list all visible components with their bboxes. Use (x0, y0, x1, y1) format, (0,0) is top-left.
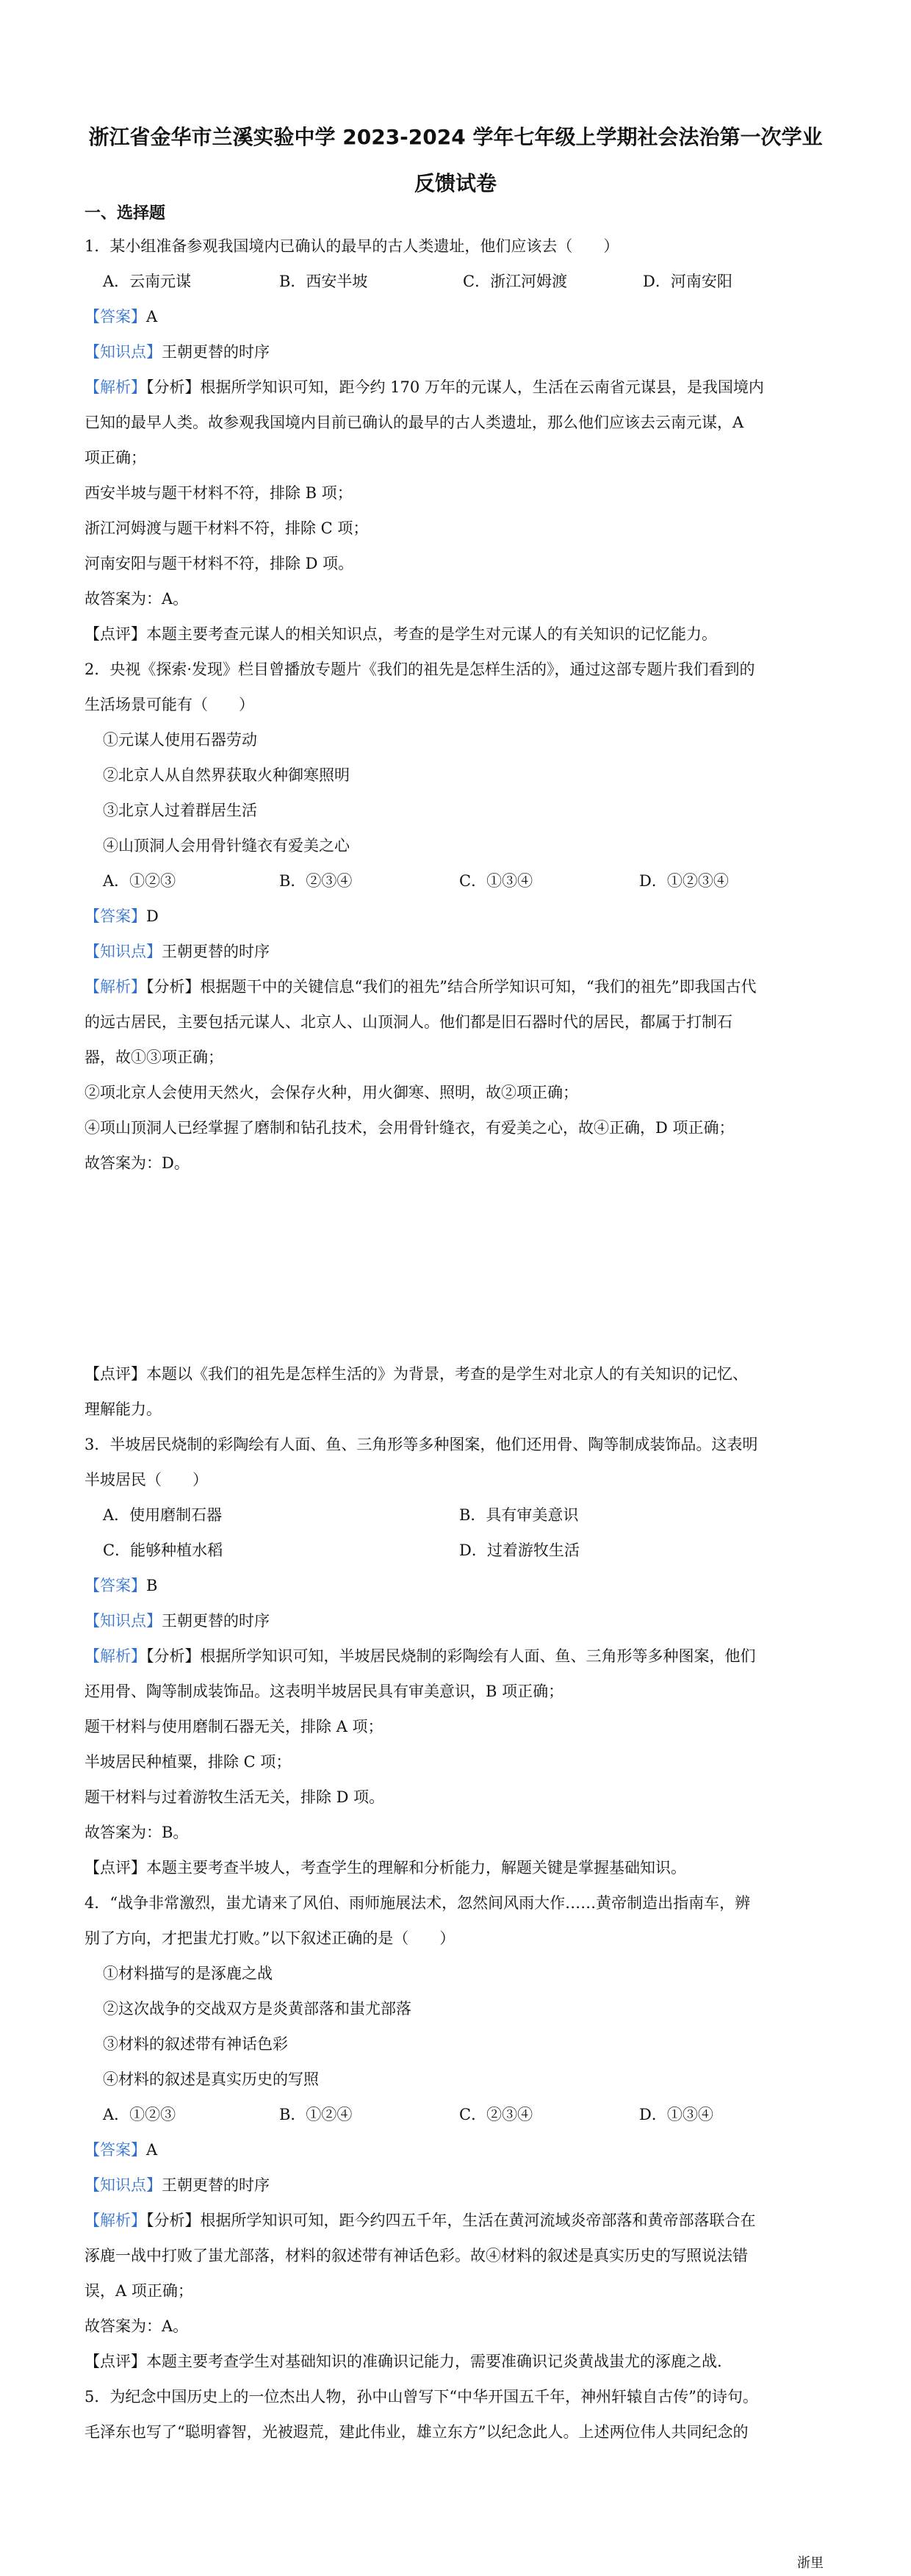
q4-item: ①材料描写的是涿鹿之战 (103, 1965, 273, 1982)
q3-analysis-line: 半坡居民种植粟，排除 C 项； (84, 1753, 292, 1771)
q2-analysis-line: 故答案为：D。 (84, 1154, 190, 1172)
q3-analysis-line (84, 1645, 827, 1667)
q3-analysis-line: 题干材料与使用磨制石器无关，排除 A 项； (84, 1718, 384, 1735)
q2-answer-value: D (146, 907, 159, 925)
q4-stem: 别了方向，才把蚩尤打败。”以下叙述正确的是（ ） (84, 1929, 455, 1947)
q2-analysis-line: 的远古居民，主要包括元谋人、北京人、山顶洞人。他们都是旧石器时代的居民，都属于打制石 (84, 1013, 732, 1031)
q3-options-row2 (103, 1539, 845, 1561)
q1-option-b: B．西安半坡 (279, 273, 368, 290)
q3-options-row1 (103, 1504, 845, 1526)
q4-options (103, 2104, 845, 2126)
doc-title-line2: 反馈试卷 (414, 171, 497, 195)
q1-knowledge-value: 王朝更替的时序 (162, 343, 270, 361)
q2-item: ②北京人从自然界获取火种御寒照明 (103, 766, 350, 784)
q1-option-d: D．河南安阳 (643, 273, 732, 290)
q4-item: ④材料的叙述是真实历史的写照 (103, 2070, 319, 2088)
q1-answer (84, 306, 827, 328)
q3-option-c: C．能够种植水稻 (103, 1541, 223, 1559)
q3-comment (84, 1857, 827, 1879)
q4-analysis-line: 涿鹿一战中打败了蚩尤部落，材料的叙述带有神话色彩。故④材料的叙述是真实历史的写照说法错 (84, 2247, 748, 2264)
analysis-tag: 【解析】 (84, 378, 146, 396)
q1-knowledge (84, 341, 827, 363)
q3-analysis-line: 题干材料与过着游牧生活无关，排除 D 项。 (84, 1788, 385, 1806)
q1-comment-text: 本题主要考查元谋人的相关知识点，考查的是学生对元谋人的有关知识的记忆能力。 (146, 625, 717, 643)
q2-item: ③北京人过着群居生活 (103, 802, 257, 819)
q1-analysis-line: 已知的最早人类。故参观我国境内目前已确认的最早的古人类遗址，那么他们应该去云南元谋，A (84, 414, 744, 431)
q4-answer-value: A (146, 2141, 158, 2159)
q3-stem: 3．半坡居民烧制的彩陶绘有人面、鱼、三角形等多种图案，他们还用骨、陶等制成装饰品。这表明 (84, 1436, 758, 1453)
q4-analysis-line: 误，A 项正确； (84, 2282, 193, 2300)
q4-option-b: B．①②④ (279, 2106, 353, 2123)
q1-analysis-line: 故答案为：A。 (84, 590, 189, 608)
analysis-tag: 【解析】 (84, 978, 146, 996)
q3-analysis-line: 故答案为：B。 (84, 1824, 189, 1841)
doc-title-line1: 浙江省金华市兰溪实验中学 2023-2024 学年七年级上学期社会法治第一次学业 (88, 125, 823, 149)
answer-tag: 【答案】 (84, 308, 146, 325)
q4-answer (84, 2139, 827, 2161)
q1-analysis-line: 项正确； (84, 449, 146, 467)
q1-comment (84, 623, 827, 645)
page-footer: 浙里 (797, 2555, 824, 2571)
q3-answer-value: B (146, 1577, 158, 1594)
q3-answer (84, 1575, 827, 1597)
q2-item: ④山顶洞人会用骨针缝衣有爱美之心 (103, 837, 350, 855)
comment-tag: 【点评】 (84, 1859, 146, 1877)
q1-options (103, 270, 845, 292)
q5-stem: 毛泽东也写了“聪明睿智，光被遐荒，建此伟业，雄立东方”以纪念此人。上述两位伟人共同纪念的 (84, 2423, 749, 2441)
q4-comment-text: 本题主要考查学生对基础知识的准确识记能力，需要准确识记炎黄战蚩尤的涿鹿之战. (146, 2353, 722, 2370)
q3-analysis-text: 【分析】根据所学知识可知，半坡居民烧制的彩陶绘有人面、鱼、三角形等多种图案，他们 (146, 1647, 756, 1665)
q4-analysis-line: 故答案为：A。 (84, 2317, 189, 2335)
comment-tag: 【点评】 (84, 2353, 146, 2370)
q1-option-a: A．云南元谋 (103, 273, 192, 290)
q3-option-b: B．具有审美意识 (459, 1506, 579, 1524)
q1-answer-value: A (146, 308, 158, 325)
q3-analysis-line: 还用骨、陶等制成装饰品。这表明半坡居民具有审美意识，B 项正确； (84, 1683, 564, 1700)
q1-analysis-line (84, 376, 827, 398)
analysis-tag: 【解析】 (84, 1647, 146, 1665)
q1-analysis-line: 西安半坡与题干材料不符，排除 B 项； (84, 484, 353, 502)
q4-knowledge (84, 2174, 827, 2196)
analysis-tag: 【解析】 (84, 2212, 146, 2229)
comment-tag: 【点评】 (84, 625, 146, 643)
q2-stem: 2．央视《探索·发现》栏目曾播放专题片《我们的祖先是怎样生活的》，通过这部专题片我们看到的 (84, 661, 755, 678)
q2-comment-text: 本题以《我们的祖先是怎样生活的》为背景，考查的是学生对北京人的有关知识的记忆、 (146, 1365, 748, 1383)
q5-stem: 5．为纪念中国历史上的一位杰出人物，孙中山曾写下“中华开国五千年，神州轩辕自古传”的诗句。 (84, 2388, 758, 2406)
q1-analysis-text: 【分析】根据所学知识可知，距今约 170 万年的元谋人，生活在云南省元谋县，是我国境内 (146, 378, 764, 396)
q2-analysis-line: ②项北京人会使用天然火，会保存火种，用火御寒、照明，故②项正确； (84, 1084, 578, 1101)
q3-knowledge (84, 1610, 827, 1632)
answer-tag: 【答案】 (84, 2141, 146, 2159)
q3-stem: 半坡居民（ ） (84, 1471, 208, 1489)
q4-comment (84, 2350, 827, 2372)
q4-option-a: A．①②③ (103, 2106, 176, 2123)
knowledge-tag: 【知识点】 (84, 343, 162, 361)
q3-option-d: D．过着游牧生活 (459, 1541, 580, 1559)
knowledge-tag: 【知识点】 (84, 1612, 162, 1630)
q4-analysis-text: 【分析】根据所学知识可知，距今约四五千年，生活在黄河流域炎帝部落和黄帝部落联合在 (146, 2212, 756, 2229)
q1-analysis-line: 浙江河姆渡与题干材料不符，排除 C 项； (84, 519, 369, 537)
q2-option-c: C．①③④ (459, 872, 533, 890)
q2-comment-line: 理解能力。 (84, 1400, 162, 1418)
q2-option-b: B．②③④ (279, 872, 353, 890)
comment-tag: 【点评】 (84, 1365, 146, 1383)
q2-option-d: D．①②③④ (639, 872, 729, 890)
q4-item: ②这次战争的交战双方是炎黄部落和蚩尤部落 (103, 2000, 411, 2018)
q2-options (103, 870, 845, 892)
q2-analysis-text: 【分析】根据题干中的关键信息“我们的祖先”结合所学知识可知，“我们的祖先”即我国古代 (146, 978, 757, 996)
q3-option-a: A．使用磨制石器 (103, 1506, 223, 1524)
q2-answer (84, 905, 827, 927)
section-heading: 一、选择题 (84, 204, 166, 223)
q3-comment-text: 本题主要考查半坡人，考查学生的理解和分析能力，解题关键是掌握基础知识。 (146, 1859, 686, 1877)
answer-tag: 【答案】 (84, 1577, 146, 1594)
q2-analysis-line: 器，故①③项正确； (84, 1048, 223, 1066)
knowledge-tag: 【知识点】 (84, 943, 162, 960)
q3-knowledge-value: 王朝更替的时序 (162, 1612, 270, 1630)
q4-analysis-line (84, 2209, 827, 2231)
knowledge-tag: 【知识点】 (84, 2176, 162, 2194)
q2-comment (84, 1363, 827, 1385)
q2-option-a: A．①②③ (103, 872, 176, 890)
q2-item: ①元谋人使用石器劳动 (103, 731, 257, 749)
q4-stem: 4．“战争非常激烈，蚩尤请来了风伯、雨师施展法术，忽然间风雨大作……黄帝制造出指南车，辨 (84, 1894, 751, 1912)
q4-option-d: D．①③④ (639, 2106, 713, 2123)
q2-knowledge-value: 王朝更替的时序 (162, 943, 270, 960)
answer-tag: 【答案】 (84, 907, 146, 925)
q1-option-c: C．浙江河姆渡 (463, 273, 568, 290)
q4-option-c: C．②③④ (459, 2106, 533, 2123)
q2-analysis-line: ④项山顶洞人已经掌握了磨制和钻孔技术，会用骨针缝衣，有爱美之心，故④正确，D 项正确； (84, 1119, 735, 1137)
q2-stem: 生活场景可能有（ ） (84, 696, 254, 713)
q1-stem: 1．某小组准备参观我国境内已确认的最早的古人类遗址，他们应该去（ ） (84, 237, 619, 255)
q4-item: ③材料的叙述带有神话色彩 (103, 2035, 288, 2053)
q2-analysis-line (84, 976, 827, 998)
q1-analysis-line: 河南安阳与题干材料不符，排除 D 项。 (84, 555, 354, 572)
q2-knowledge (84, 940, 827, 963)
q4-knowledge-value: 王朝更替的时序 (162, 2176, 270, 2194)
